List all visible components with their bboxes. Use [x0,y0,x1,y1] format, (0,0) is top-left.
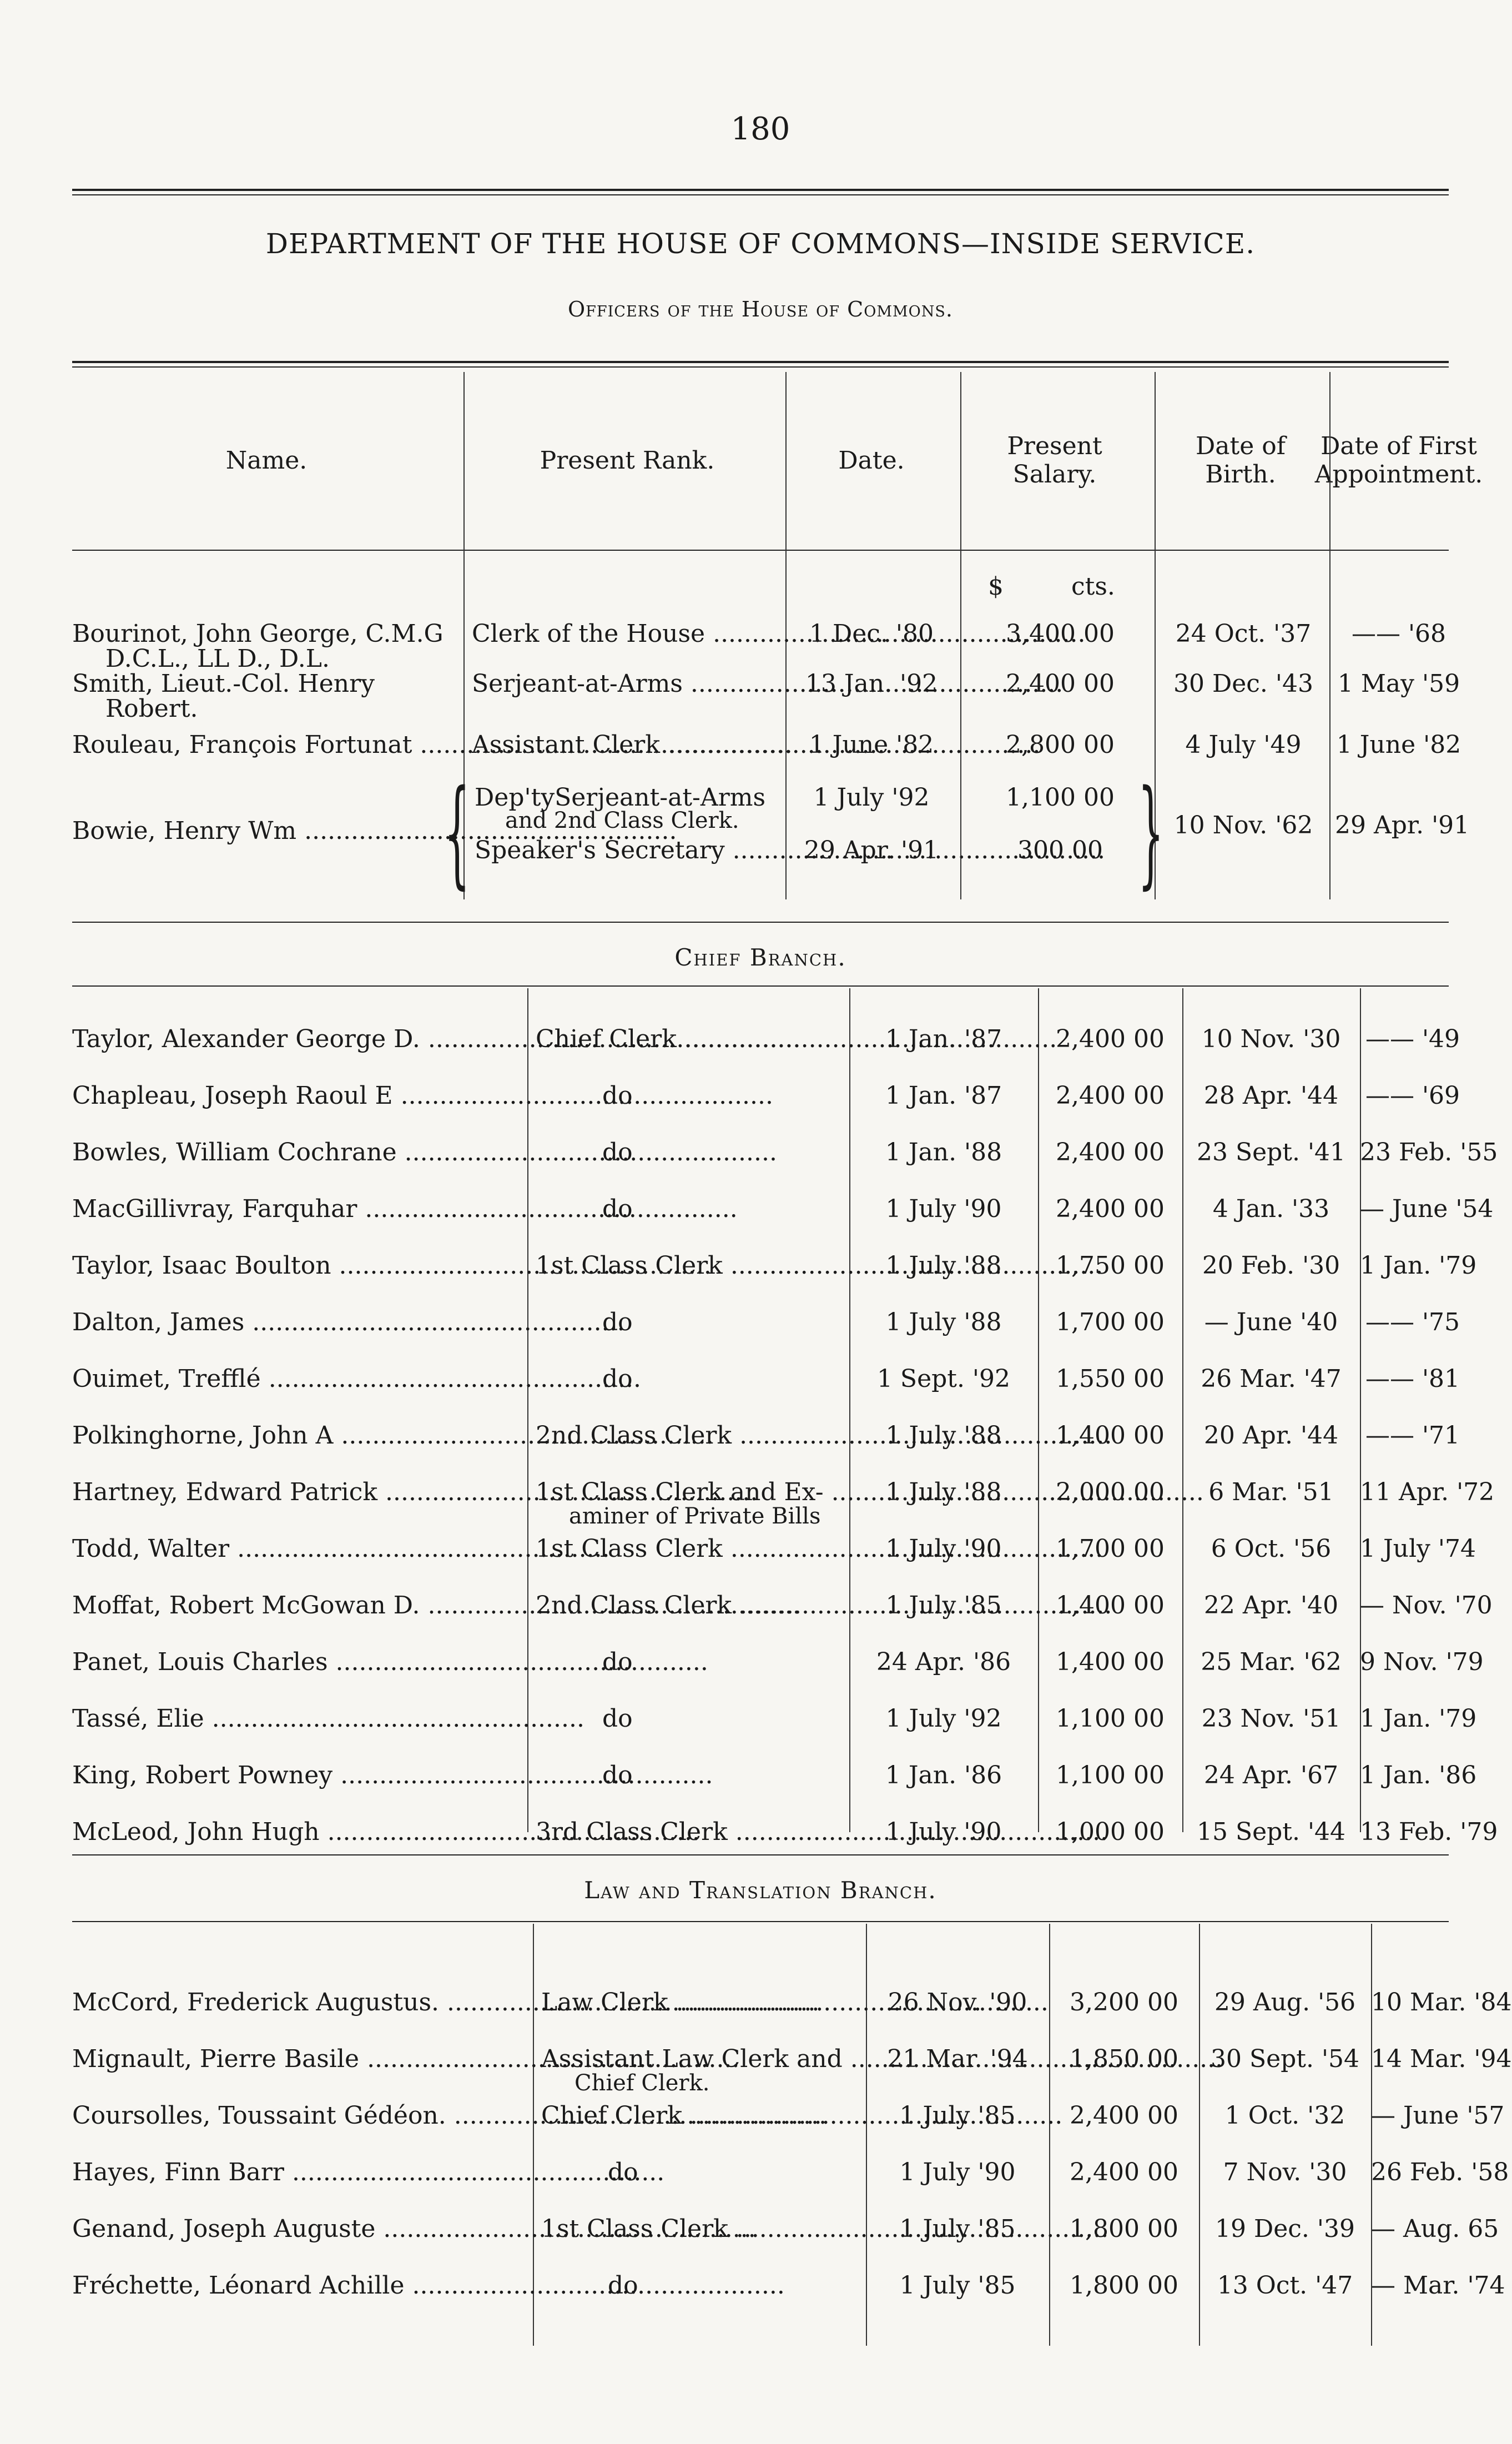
officer-date: 1 Dec. '80 [809,620,934,648]
chief-branch-heading: Chief Branch. [674,944,846,971]
staff-rank: Chief Clerk ..... [541,2104,863,2128]
staff-first-appointment: 1 Jan. '86 [1360,1761,1477,1789]
staff-birth: 1 Oct. '32 [1224,2101,1345,2130]
staff-birth: 24 Apr. '67 [1203,1761,1339,1789]
staff-name: MacGillivray, Farquhar ..... [72,1197,522,1221]
staff-first-appointment: 11 Apr. '72 [1360,1478,1495,1506]
staff-name: Fréchette, Léonard Achille ..... [72,2274,527,2298]
staff-birth: 13 Oct. '47 [1217,2271,1353,2300]
dollar-sign: $ [988,572,1004,601]
staff-salary: 2,400 00 [1056,1138,1165,1166]
officer-name-cont: D.C.L., LL D., D.L. [105,645,330,673]
officer-rank: Clerk of the House ..... [472,622,783,646]
staff-date: 1 July '88 [885,1251,1002,1280]
section-rule [72,1921,1449,1922]
top-rule-thin [72,194,1449,195]
staff-salary: 1,700 00 [1056,1308,1165,1336]
staff-name: Hayes, Finn Barr ..... [72,2160,527,2185]
staff-birth: 4 Jan. '33 [1212,1195,1330,1223]
staff-first-appointment: —— '81 [1365,1365,1460,1393]
staff-first-appointment: — Aug. 65 [1371,2215,1499,2243]
staff-date: 1 July '85 [885,1591,1002,1620]
staff-salary: 1,400 00 [1056,1591,1165,1620]
staff-rank: 1st Class Clerk ..... [541,2217,863,2241]
staff-salary: 2,400 00 [1056,1025,1165,1053]
staff-name: Chapleau, Joseph Raoul E ..... [72,1084,522,1108]
staff-date: 1 July '90 [885,1535,1002,1563]
staff-first-appointment: — June '54 [1360,1195,1494,1223]
staff-date: 26 Nov. '90 [888,1988,1027,2016]
header-bottom-rule [72,550,1449,551]
staff-date: 1 Jan. '87 [885,1025,1002,1053]
staff-first-appointment: 23 Feb. '55 [1360,1138,1498,1166]
staff-birth: 20 Apr. '44 [1203,1421,1339,1450]
staff-first-appointment: —— '69 [1365,1082,1460,1110]
staff-rank: Chief Clerk ..... [536,1027,846,1052]
staff-salary: 1,100 00 [1056,1761,1165,1789]
staff-rank: Assistant Law Clerk and ..... [541,2047,863,2071]
staff-date: 21 Mar. '94 [887,2045,1028,2073]
staff-rank: do [602,1704,633,1733]
staff-rank-cont: aminer of Private Bills [569,1503,821,1529]
staff-birth: 25 Mar. '62 [1201,1648,1342,1676]
staff-salary: 1,800 00 [1070,2271,1178,2300]
officer-rank-cont: and 2nd Class Clerk. [505,808,739,833]
staff-first-appointment: — Nov. '70 [1360,1591,1493,1620]
col-header-salary: Present Salary. [1007,432,1102,489]
staff-rank: 2nd Class Clerk ..... [536,1593,846,1618]
staff-date: 1 July '88 [885,1478,1002,1506]
staff-salary: 1,750 00 [1056,1251,1165,1280]
staff-birth: 15 Sept. '44 [1196,1818,1346,1846]
staff-first-appointment: 1 July '74 [1360,1535,1476,1563]
cents-label: cts. [1071,572,1115,601]
staff-first-appointment: 1 Jan. '79 [1360,1251,1477,1280]
staff-first-appointment: — June '57 [1371,2101,1505,2130]
officers-subtitle: Officers of the House of Commons. [568,297,953,321]
table-top-rule [72,361,1449,363]
staff-rank: do [608,2271,638,2300]
officer-birth: 4 July '49 [1185,731,1302,759]
staff-first-appointment: 26 Feb. '58 [1371,2158,1509,2186]
col-header-birth: Date of Birth. [1196,432,1286,489]
staff-rank: do [602,1308,633,1336]
staff-name: Tassé, Elie ..... [72,1707,522,1731]
staff-name: Taylor, Isaac Boulton ..... [72,1254,522,1278]
staff-name: Todd, Walter ..... [72,1537,522,1561]
staff-name: McCord, Frederick Augustus. ..... [72,1990,527,2015]
officer-date: 1 July '92 [813,783,930,812]
officer-rank: Serjeant-at-Arms ..... [472,672,783,696]
staff-birth: 10 Nov. '30 [1201,1025,1341,1053]
staff-birth: 28 Apr. '44 [1203,1082,1339,1110]
staff-name: Polkinghorne, John A ..... [72,1424,522,1448]
staff-salary: 2,400 00 [1070,2158,1178,2186]
staff-date: 24 Apr. '86 [876,1648,1011,1676]
officer-name: Smith, Lieut.-Col. Henry [72,670,375,698]
staff-rank: do [602,1761,633,1789]
staff-rank: 1st Class Clerk ..... [536,1254,846,1278]
staff-salary: 1,850 00 [1070,2045,1178,2073]
officer-salary: 3,400 00 [1006,620,1115,648]
staff-birth: 7 Nov. '30 [1223,2158,1347,2186]
staff-rank: 1st Class Clerk and Ex- ..... [536,1480,846,1505]
officer-rank: Assistant Clerk ..... [472,733,783,757]
staff-salary: 1,700 00 [1056,1535,1165,1563]
officer-date: 1 June '82 [809,731,934,759]
officer-birth: 24 Oct. '37 [1175,620,1312,648]
section-rule [72,1854,1449,1855]
col-divider [1038,988,1039,1832]
officer-first-appointment: 1 June '82 [1336,731,1461,759]
top-rule [72,189,1449,191]
staff-date: 1 July '88 [885,1308,1002,1336]
law-branch-heading: Law and Translation Branch. [584,1877,937,1904]
staff-rank: 3rd Class Clerk ..... [536,1820,846,1844]
staff-first-appointment: — Mar. '74 [1371,2271,1505,2300]
staff-salary: 3,200 00 [1070,1988,1178,2016]
col-divider [849,988,850,1832]
staff-name: Genand, Joseph Auguste ..... [72,2217,527,2241]
staff-date: 1 July '92 [885,1704,1002,1733]
staff-date: 1 Jan. '88 [885,1138,1002,1166]
staff-birth: 22 Apr. '40 [1203,1591,1339,1620]
officer-rank: Dep'tySerjeant-at-Arms [475,783,766,812]
staff-birth: 30 Sept. '54 [1210,2045,1360,2073]
staff-date: 1 July '85 [899,2271,1016,2300]
staff-birth: 23 Sept. '41 [1196,1138,1346,1166]
staff-rank-cont: Chief Clerk. [574,2070,710,2096]
staff-salary: 2,400 00 [1056,1195,1165,1223]
staff-salary: 1,550 00 [1056,1365,1165,1393]
staff-date: 1 July '85 [899,2101,1016,2130]
col-header-rank: Present Rank. [540,446,715,475]
col-header-name: Name. [225,446,308,475]
staff-salary: 2,400 00 [1070,2101,1178,2130]
staff-name: Dalton, James ..... [72,1310,522,1335]
staff-name: Ouimet, Trefflé ..... [72,1367,522,1391]
department-title: DEPARTMENT OF THE HOUSE OF COMMONS—INSIDE SERVICE. [265,228,1256,260]
staff-date: 1 July '88 [885,1421,1002,1450]
staff-date: 1 July '90 [899,2158,1016,2186]
staff-salary: 1,400 00 [1056,1648,1165,1676]
staff-first-appointment: —— '75 [1365,1308,1460,1336]
staff-rank: Law Clerk ..... [541,1990,863,2015]
staff-date: 1 July '90 [885,1818,1002,1846]
staff-birth: — June '40 [1204,1308,1338,1336]
staff-rank: 2nd Class Clerk ..... [536,1424,846,1448]
officer-first-appointment: —— '68 [1351,620,1447,648]
staff-date: 1 July '90 [885,1195,1002,1223]
officer-salary-secondary: 300 00 [1017,836,1103,864]
staff-birth: 20 Feb. '30 [1202,1251,1340,1280]
left-brace: { [444,765,470,901]
staff-rank: 1st Class Clerk ..... [536,1537,846,1561]
staff-name: Mignault, Pierre Basile ..... [72,2047,527,2071]
staff-date: 1 Jan. '86 [885,1761,1002,1789]
officer-salary: 2,800 00 [1006,731,1115,759]
staff-name: King, Robert Powney ..... [72,1763,522,1788]
col-divider [1329,372,1330,899]
officer-salary: 2,400 00 [1006,670,1115,698]
staff-name: Hartney, Edward Patrick ..... [72,1480,522,1505]
officer-date: 13 Jan. '92 [805,670,938,698]
officer-first-appointment: 1 May '59 [1337,670,1460,698]
officer-name: Bourinot, John George, C.M.G [72,620,443,648]
staff-first-appointment: —— '71 [1365,1421,1460,1450]
staff-salary: 2,400 00 [1056,1082,1165,1110]
staff-name: Taylor, Alexander George D. ..... [72,1027,522,1052]
officer-rank-secondary: Speaker's Secretary ..... [475,838,783,863]
staff-salary: 1,800 00 [1070,2215,1178,2243]
staff-rank: do [602,1082,633,1110]
staff-birth: 26 Mar. '47 [1201,1365,1342,1393]
officer-birth: 30 Dec. '43 [1173,670,1313,698]
officer-name: Rouleau, François Fortunat ..... [72,733,461,757]
section-rule [72,922,1449,923]
staff-date: 1 Jan. '87 [885,1082,1002,1110]
staff-first-appointment: 9 Nov. '79 [1360,1648,1484,1676]
right-brace: } [1138,765,1164,901]
staff-salary: 1,100 00 [1056,1704,1165,1733]
staff-rank: do [602,1138,633,1166]
staff-rank: do [602,1365,633,1393]
staff-name: Coursolles, Toussaint Gédéon. ..... [72,2104,527,2128]
col-divider [1182,988,1183,1832]
col-header-first-appointment: Date of First Appointment. [1314,432,1483,489]
staff-first-appointment: —— '49 [1365,1025,1460,1053]
page-number: 180 [730,111,790,147]
staff-first-appointment: 13 Feb. '79 [1360,1818,1498,1846]
staff-name: McLeod, John Hugh ..... [72,1820,522,1844]
staff-birth: 23 Nov. '51 [1201,1704,1341,1733]
staff-first-appointment: 1 Jan. '79 [1360,1704,1477,1733]
staff-date: 1 July '85 [899,2215,1016,2243]
staff-name: Panet, Louis Charles ..... [72,1650,522,1674]
staff-salary: 1,400 00 [1056,1421,1165,1450]
table-top-rule-thin [72,366,1449,368]
staff-birth: 6 Mar. '51 [1208,1478,1334,1506]
officer-salary: 1,100 00 [1006,783,1115,812]
staff-birth: 19 Dec. '39 [1215,2215,1355,2243]
col-header-date: Date. [838,446,905,475]
officer-date-secondary: 29 Apr. '91 [804,836,939,864]
officer-birth: 10 Nov. '62 [1173,811,1313,839]
staff-birth: 29 Aug. '56 [1214,1988,1356,2016]
staff-first-appointment: 10 Mar. '84 [1371,1988,1512,2016]
section-rule [72,985,1449,987]
staff-name: Moffat, Robert McGowan D. ..... [72,1593,522,1618]
staff-rank: do [608,2158,638,2186]
staff-date: 1 Sept. '92 [876,1365,1011,1393]
staff-rank: do [602,1195,633,1223]
staff-birth: 6 Oct. '56 [1211,1535,1332,1563]
staff-rank: do [602,1648,633,1676]
staff-first-appointment: 14 Mar. '94 [1371,2045,1512,2073]
staff-salary: 1,000 00 [1056,1818,1165,1846]
officer-first-appointment: 29 Apr. '91 [1335,811,1470,839]
staff-name: Bowles, William Cochrane ..... [72,1140,522,1165]
staff-salary: 2,000 00 [1056,1478,1165,1506]
officer-name: Bowie, Henry Wm ..... [72,819,427,843]
officer-name-cont: Robert. [105,695,198,723]
